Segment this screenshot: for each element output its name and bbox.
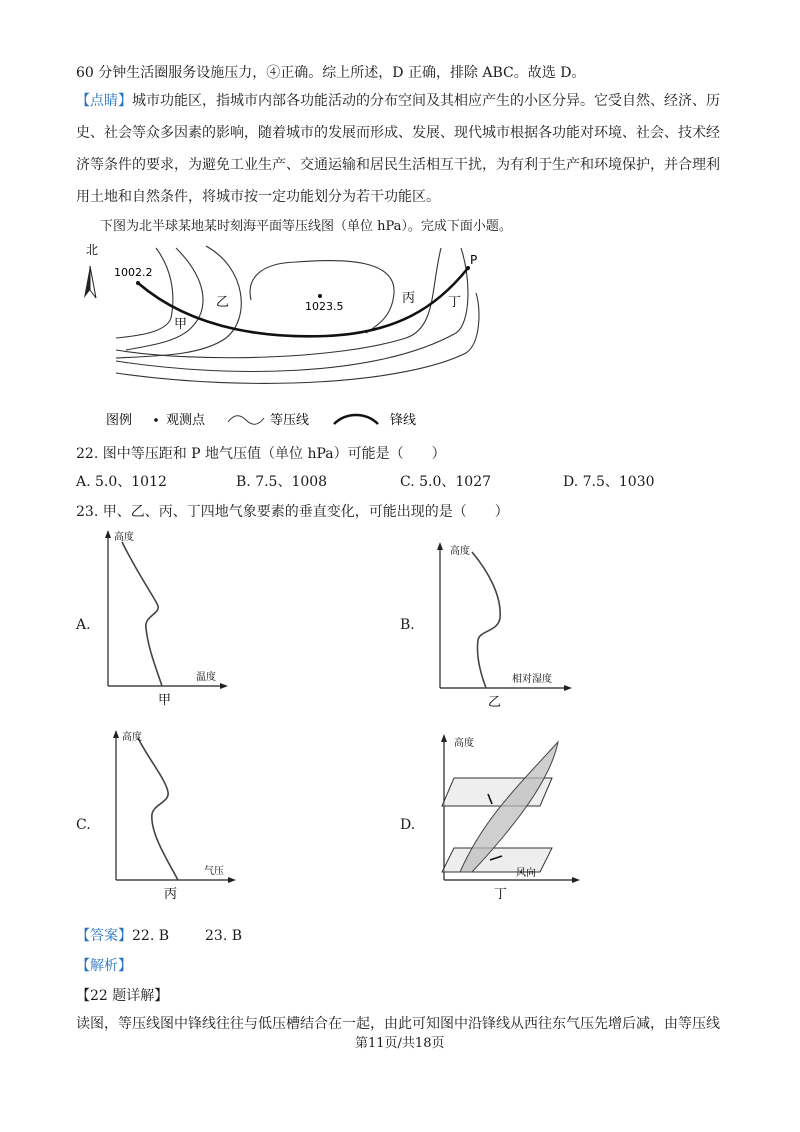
graph-b-y-label: 高度 bbox=[450, 546, 470, 557]
graph-c-x-label: 气压 bbox=[204, 866, 224, 877]
graph-d-caption: 丁 bbox=[494, 887, 508, 902]
graph-c-caption: 丙 bbox=[164, 887, 178, 902]
q23-option-a[interactable]: A. bbox=[76, 617, 91, 633]
q22-option-d[interactable]: D. 7.5、1030 bbox=[563, 474, 655, 490]
legend-title: 图例 bbox=[106, 413, 133, 428]
q23-option-d[interactable]: D. bbox=[400, 817, 416, 833]
label-jia: 甲 bbox=[174, 317, 188, 332]
graph-c-y-label: 高度 bbox=[122, 732, 142, 743]
legend-isobar-label: 等压线 bbox=[270, 413, 310, 428]
q23-option-c[interactable]: C. bbox=[76, 817, 91, 833]
q23-stem: 23. 甲、乙、丙、丁四地气象要素的垂直变化，可能出现的是（ ） bbox=[76, 504, 509, 520]
paragraph-conclusion: 60 分钟生活圈服务设施压力，④正确。综上所述，D 正确，排除 ABC。故选 D。 bbox=[76, 65, 586, 81]
point-left bbox=[136, 281, 140, 285]
analysis-subtitle: 【22 题详解】 bbox=[76, 988, 169, 1004]
isobar-lines bbox=[116, 246, 479, 383]
graph-a bbox=[100, 528, 240, 708]
graph-d-y-label: 高度 bbox=[454, 738, 474, 749]
tip-text-1: 城市功能区，指城市内部各功能活动的分布空间及其相应产生的小区分异。它受自然、经济、历 bbox=[132, 93, 720, 109]
q22-stem: 22. 图中等压距和 P 地气压值（单位 hPa）可能是（ ） bbox=[76, 446, 446, 462]
tip-line-3: 济等条件的要求，为避免工业生产、交通运输和居民生活相互干扰，为有利于生产和环境保护，并合理利 bbox=[76, 157, 720, 173]
legend-front-label: 锋线 bbox=[390, 413, 417, 428]
legend-isobar-icon bbox=[228, 416, 264, 425]
front-line bbox=[138, 268, 468, 336]
legend-front-icon bbox=[334, 415, 378, 424]
graph-c bbox=[108, 728, 248, 904]
analysis-tag: 【解析】 bbox=[76, 958, 132, 974]
answer-23: 23. B bbox=[205, 928, 243, 944]
answer-22: 22. B bbox=[132, 928, 170, 944]
tip-tag: 【点睛】 bbox=[76, 93, 132, 109]
north-arrow-icon bbox=[84, 266, 96, 298]
q23-option-b[interactable]: B. bbox=[400, 617, 415, 633]
value-left: 1002.2 bbox=[114, 266, 153, 279]
graph-b-x-label: 相对湿度 bbox=[512, 674, 552, 685]
graph-a-x-label: 温度 bbox=[196, 672, 216, 683]
point-center bbox=[318, 294, 322, 298]
q22-option-c[interactable]: C. 5.0、1027 bbox=[400, 474, 492, 490]
graph-d bbox=[432, 732, 592, 902]
graph-b bbox=[432, 540, 582, 710]
question-intro: 下图为北半球某地某时刻海平面等压线图（单位 hPa）。完成下面小题。 bbox=[100, 219, 512, 234]
q22-option-b[interactable]: B. 7.5、1008 bbox=[236, 474, 328, 490]
legend-point-icon bbox=[154, 418, 158, 422]
tip-line-4: 用土地和自然条件，将城市按一定功能划分为若干功能区。 bbox=[76, 189, 440, 205]
q22-option-a[interactable]: A. 5.0、1012 bbox=[76, 474, 167, 490]
tip-line-2: 史、社会等众多因素的影响，随着城市的发展而形成、发展、现代城市根据各功能对环境、社会、技术经 bbox=[76, 125, 720, 141]
label-yi: 乙 bbox=[216, 295, 230, 310]
value-center: 1023.5 bbox=[305, 300, 344, 313]
isobar-map bbox=[76, 238, 536, 438]
tip-line-1 bbox=[76, 91, 720, 111]
analysis-text: 读图，等压线图中锋线往往与低压槽结合在一起，由此可知图中沿锋线从西往东气压先增后减，由等压线 bbox=[76, 1016, 720, 1032]
answer-line bbox=[76, 926, 242, 946]
graph-b-caption: 乙 bbox=[488, 695, 502, 710]
label-ding: 丁 bbox=[448, 295, 462, 310]
legend-point-label: 观测点 bbox=[166, 413, 206, 428]
answer-tag: 【答案】 bbox=[76, 928, 132, 944]
graph-a-y-label: 高度 bbox=[114, 532, 134, 543]
graph-d-x-label: 风向 bbox=[516, 868, 536, 879]
graph-a-caption: 甲 bbox=[158, 693, 172, 708]
label-bing: 丙 bbox=[402, 291, 416, 306]
page-footer: 第11页/共18页 bbox=[355, 1036, 445, 1051]
north-label: 北 bbox=[86, 243, 99, 257]
label-p: P bbox=[470, 253, 478, 267]
